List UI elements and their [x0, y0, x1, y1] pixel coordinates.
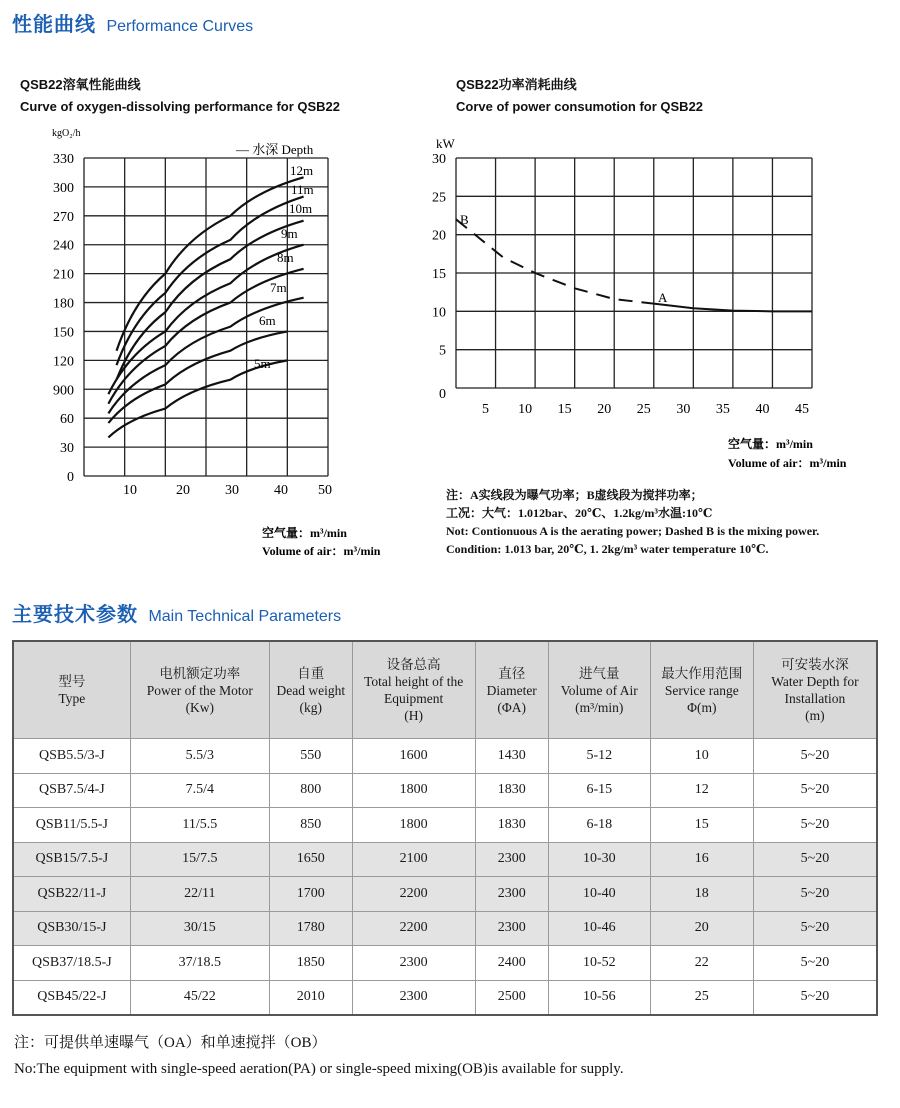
- table-cell: 11/5.5: [130, 808, 269, 843]
- table-cell: 10-52: [548, 946, 650, 981]
- chart2-note-3: Not: Contionuous A is the aerating power; Dashed B is the mixing power.: [446, 524, 820, 538]
- section-title-en: Performance Curves: [106, 18, 254, 35]
- chart1-ylabel: kgO₂/h: [52, 128, 81, 139]
- table-cell: 45/22: [130, 980, 269, 1015]
- section-title-cn: 性能曲线: [12, 14, 96, 36]
- table-cell: 1850: [269, 946, 352, 981]
- section-title-cn: 主要技术参数: [12, 604, 138, 626]
- table-cell: QSB45/22-J: [13, 980, 130, 1015]
- column-header-line: Diameter: [486, 682, 537, 698]
- series-label-5m: 5m: [254, 356, 271, 371]
- table-cell: QSB7.5/4-J: [13, 773, 130, 808]
- table-cell: 2200: [352, 911, 475, 946]
- table-row: [13, 808, 877, 843]
- chart2-caption: [456, 74, 703, 118]
- chart2-y-ticks: [432, 152, 446, 402]
- table-cell: 10-56: [548, 980, 650, 1015]
- chart1-series: [108, 163, 313, 437]
- chart1-xlabel-cn: 空气量：m³/min: [262, 526, 347, 540]
- column-header-line: (m): [805, 708, 825, 723]
- column-header: [753, 641, 877, 739]
- x-tick-label: 15: [557, 402, 572, 417]
- table-cell: 5.5/3: [130, 739, 269, 774]
- series-label-6m: 6m: [259, 313, 276, 328]
- y-tick-label: 0: [439, 387, 446, 402]
- table-cell: 22: [650, 946, 753, 981]
- table-cell: 5~20: [753, 773, 877, 808]
- table-row: [13, 773, 877, 808]
- table-body: [13, 739, 877, 1016]
- y-tick-label: 25: [432, 190, 446, 206]
- chart1-y-ticks: [53, 152, 74, 485]
- table-cell: QSB37/18.5-J: [13, 946, 130, 981]
- column-header-line: (H): [404, 708, 424, 723]
- column-header: [269, 641, 352, 739]
- y-tick-label: 210: [53, 267, 74, 283]
- chart2-note-4: Condition: 1.013 bar, 20℃, 1. 2kg/m³ water temperature 10℃.: [446, 542, 769, 556]
- table-cell: 5~20: [753, 911, 877, 946]
- table-cell: 20: [650, 911, 753, 946]
- y-tick-label: 300: [53, 180, 74, 196]
- column-header-line: Type: [58, 691, 86, 706]
- table-cell: 6-18: [548, 808, 650, 843]
- y-tick-label: 330: [53, 152, 74, 167]
- footer-notes: [14, 1030, 624, 1082]
- column-header-line: (Kw): [185, 699, 215, 715]
- table-cell: 10-40: [548, 877, 650, 912]
- table-cell: 5~20: [753, 842, 877, 877]
- table-cell: 1800: [352, 773, 475, 808]
- column-header-line: 电机额定功率: [159, 665, 241, 681]
- table-cell: 2010: [269, 980, 352, 1015]
- table-cell: 1600: [352, 739, 475, 774]
- column-header-line: Dead weight: [276, 682, 346, 698]
- column-header-line: 设备总高: [386, 657, 441, 672]
- y-tick-label: 150: [53, 325, 74, 341]
- table-cell: 6-15: [548, 773, 650, 808]
- table-cell: 2300: [352, 946, 475, 981]
- x-tick-label: 35: [715, 402, 730, 417]
- column-header-line: Φ(m): [687, 699, 717, 715]
- column-header-line: Service range: [664, 682, 739, 698]
- chart2-notes: [446, 486, 819, 558]
- column-header-line: 直径: [498, 665, 526, 681]
- table-cell: QSB22/11-J: [13, 877, 130, 912]
- table-cell: 12: [650, 773, 753, 808]
- x-tick-label: 5: [482, 402, 490, 417]
- table-cell: 22/11: [130, 877, 269, 912]
- column-header-line: Total height of the: [364, 674, 464, 689]
- y-tick-label: 900: [53, 383, 74, 399]
- chart1-x-ticks: [123, 483, 332, 498]
- table-cell: 550: [269, 739, 352, 774]
- table-cell: 800: [269, 773, 352, 808]
- y-tick-label: 240: [53, 238, 74, 254]
- footer-note-en: No:The equipment with single-speed aeration(PA) or single-speed mixing(OB)is available for supply.: [14, 1061, 624, 1077]
- table-row: [13, 980, 877, 1015]
- column-header: [650, 641, 753, 739]
- x-tick-label: 20: [597, 402, 612, 417]
- y-tick-label: 0: [67, 470, 74, 485]
- table-row: [13, 739, 877, 774]
- column-header: [13, 641, 130, 739]
- x-tick-label: 25: [636, 402, 651, 417]
- table-cell: 1780: [269, 911, 352, 946]
- table-cell: 5~20: [753, 946, 877, 981]
- column-header-line: Volume of Air: [560, 682, 638, 698]
- series-label-11m: 11m: [291, 182, 314, 197]
- y-tick-label: 20: [432, 228, 446, 244]
- y-tick-label: 30: [432, 152, 446, 167]
- table-cell: 10-46: [548, 911, 650, 946]
- chart2-xlabel-en: Volume of air：m³/min: [728, 456, 847, 470]
- table-cell: 5~20: [753, 808, 877, 843]
- chart2-grid: [456, 158, 812, 388]
- y-tick-label: 15: [432, 267, 446, 282]
- series-line-B: [456, 219, 654, 303]
- column-header: [475, 641, 548, 739]
- y-tick-label: 30: [60, 441, 74, 457]
- column-header-line: 最大作用范围: [661, 665, 743, 681]
- x-tick-label: 30: [225, 483, 239, 498]
- table-cell: 5~20: [753, 980, 877, 1015]
- column-header-line: (m³/min): [575, 699, 624, 715]
- chart2-series: [456, 212, 812, 311]
- chart2-xlabel-cn: 空气量：m³/min: [728, 437, 813, 451]
- table-cell: 2100: [352, 842, 475, 877]
- table-cell: 10: [650, 739, 753, 774]
- table-cell: QSB11/5.5-J: [13, 808, 130, 843]
- table-cell: 2300: [475, 911, 548, 946]
- chart1-xlabel-en: Volume of air：m³/min: [262, 544, 381, 558]
- chart1-caption: [20, 74, 340, 118]
- table-cell: 850: [269, 808, 352, 843]
- technical-parameters-table: [12, 640, 878, 1016]
- table-cell: 2500: [475, 980, 548, 1015]
- chart2-title-en: Corve of power consumotion for QSB22: [456, 99, 704, 114]
- table-row: [13, 946, 877, 981]
- table-cell: 10-30: [548, 842, 650, 877]
- x-tick-label: 10: [518, 402, 533, 417]
- column-header-line: Water Depth for: [771, 674, 859, 689]
- x-tick-label: 20: [176, 483, 190, 498]
- chart2-note-1: 注：A实线段为曝气功率；B虚线段为搅拌功率；: [446, 488, 703, 502]
- section-title-en: Main Technical Parameters: [148, 608, 342, 625]
- x-tick-label: 45: [795, 402, 809, 417]
- column-header-line: (kg): [299, 699, 323, 715]
- section-title-params: [12, 598, 341, 627]
- table-cell: QSB30/15-J: [13, 911, 130, 946]
- series-label-7m: 7m: [270, 280, 287, 295]
- table-cell: 16: [650, 842, 753, 877]
- x-tick-label: 40: [274, 483, 288, 498]
- table-cell: 2200: [352, 877, 475, 912]
- table-cell: 2400: [475, 946, 548, 981]
- table-cell: 37/18.5: [130, 946, 269, 981]
- y-tick-label: 120: [53, 354, 74, 370]
- chart2-ylabel: kW: [436, 136, 455, 151]
- chart2-title-cn: QSB22功率消耗曲线: [456, 77, 577, 92]
- chart1-title-cn: QSB22溶氧性能曲线: [20, 77, 141, 92]
- y-tick-label: 5: [439, 343, 446, 359]
- table-cell: 7.5/4: [130, 773, 269, 808]
- table-row: [13, 842, 877, 877]
- series-label-8m: 8m: [277, 250, 294, 265]
- x-tick-label: 50: [318, 483, 332, 498]
- table-cell: 5~20: [753, 877, 877, 912]
- column-header: [130, 641, 269, 739]
- table-cell: 1830: [475, 773, 548, 808]
- column-header: [548, 641, 650, 739]
- table-cell: 1700: [269, 877, 352, 912]
- x-tick-label: 10: [123, 483, 137, 498]
- series-label-12m: 12m: [290, 163, 314, 178]
- y-tick-label: 10: [432, 305, 446, 321]
- power-curve-chart: [420, 130, 890, 480]
- chart2-x-ticks: [482, 402, 809, 417]
- chart2-note-2: 工况：大气：1.012bar、20℃、1.2kg/m³水温:10℃: [446, 506, 713, 520]
- table-cell: 18: [650, 877, 753, 912]
- table-cell: 2300: [475, 877, 548, 912]
- table-row: [13, 911, 877, 946]
- table-cell: 1430: [475, 739, 548, 774]
- y-tick-label: 60: [60, 412, 74, 428]
- x-tick-label: 30: [676, 402, 691, 417]
- table-cell: QSB5.5/3-J: [13, 739, 130, 774]
- section-title-curves: [12, 8, 253, 37]
- table-cell: 25: [650, 980, 753, 1015]
- series-label-A: A: [658, 290, 668, 305]
- oxygen-curve-chart: [0, 120, 420, 570]
- table-cell: 5-12: [548, 739, 650, 774]
- table-cell: 15: [650, 808, 753, 843]
- series-label-9m: 9m: [281, 226, 298, 241]
- table-cell: 30/15: [130, 911, 269, 946]
- footer-note-cn: 注：可提供单速曝气（OA）和单速搅拌（OB）: [14, 1035, 327, 1051]
- column-header-line: 可安装水深: [781, 657, 849, 672]
- table-cell: 1830: [475, 808, 548, 843]
- table-header-row: [13, 641, 877, 739]
- table-cell: 2300: [475, 842, 548, 877]
- column-header-line: 进气量: [579, 665, 620, 681]
- chart1-title-en: Curve of oxygen-dissolving performance for QSB22: [20, 99, 341, 114]
- table-cell: 1650: [269, 842, 352, 877]
- column-header: [352, 641, 475, 739]
- column-header-line: Power of the Motor: [146, 682, 253, 698]
- table-row: [13, 877, 877, 912]
- column-header-line: 型号: [58, 674, 86, 689]
- series-label-10m: 10m: [289, 201, 313, 216]
- table-cell: QSB15/7.5-J: [13, 842, 130, 877]
- table-cell: 5~20: [753, 739, 877, 774]
- column-header-line: 自重: [297, 665, 325, 681]
- column-header-line: Equipment: [384, 691, 444, 706]
- column-header-line: (ΦA): [497, 699, 526, 715]
- y-tick-label: 180: [53, 296, 74, 312]
- column-header-line: Installation: [784, 691, 846, 706]
- y-tick-label: 270: [53, 209, 74, 225]
- table-cell: 15/7.5: [130, 842, 269, 877]
- series-label-B: B: [460, 212, 469, 227]
- table-cell: 2300: [352, 980, 475, 1015]
- chart1-legend-title: — 水深 Depth: [236, 142, 314, 157]
- table-cell: 1800: [352, 808, 475, 843]
- x-tick-label: 40: [755, 402, 770, 417]
